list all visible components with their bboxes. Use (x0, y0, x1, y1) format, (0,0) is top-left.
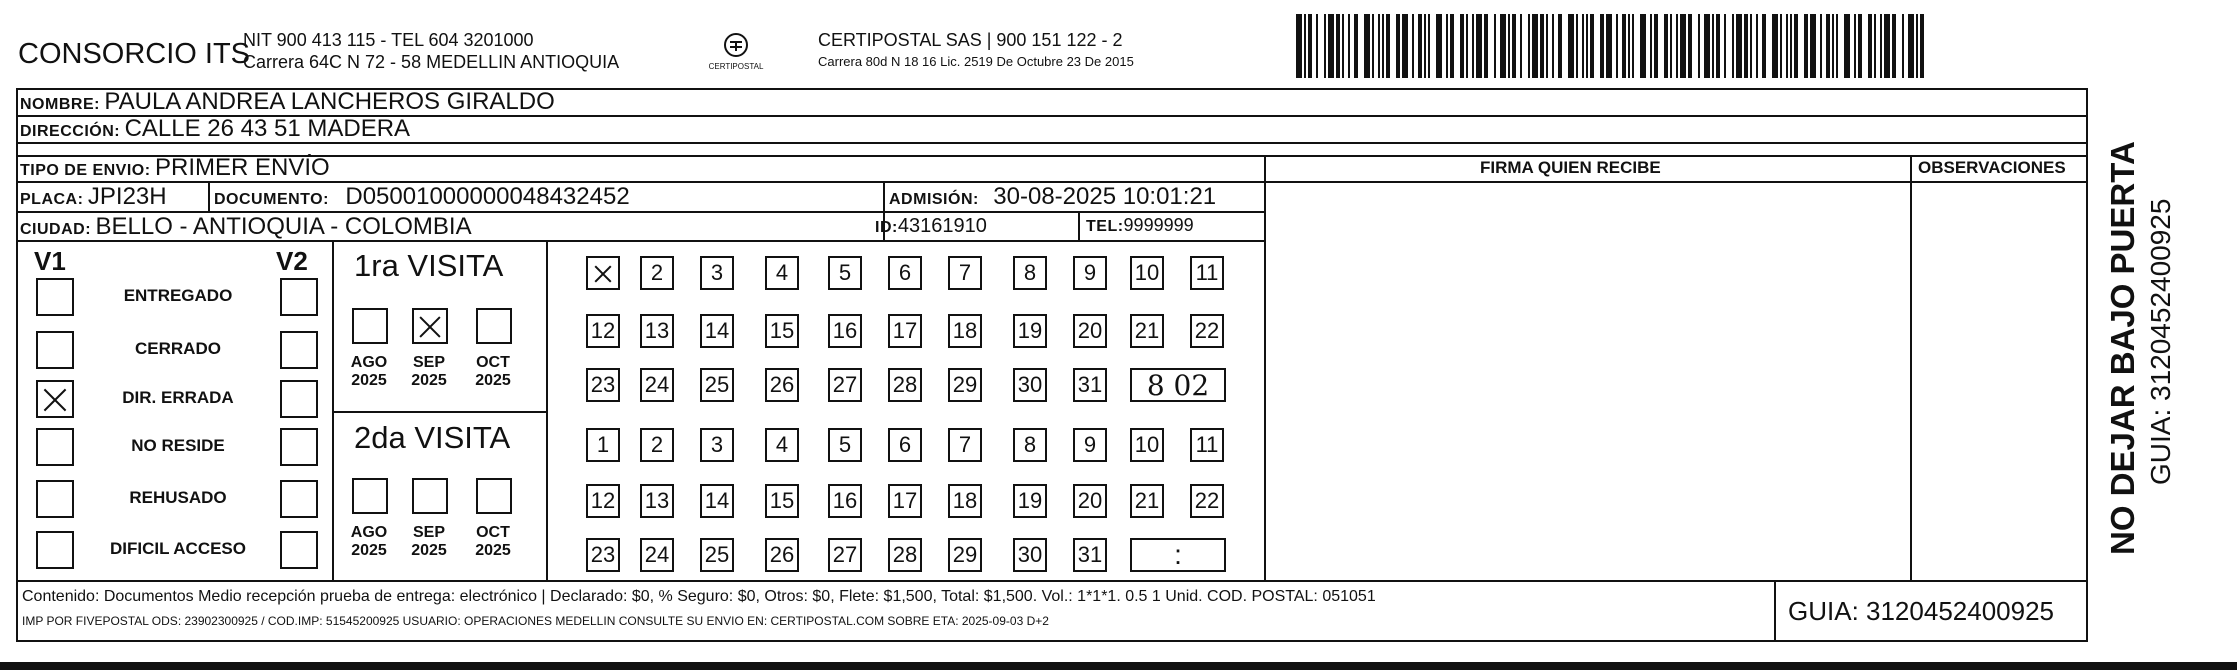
day-box[interactable]: 30 (1013, 538, 1047, 572)
tipo-value: PRIMER ENVÍO (155, 154, 330, 181)
month-label (402, 524, 456, 560)
day-box[interactable]: 10 (1130, 428, 1164, 462)
barcode-bar (1712, 14, 1714, 78)
month-checkbox[interactable] (476, 308, 512, 344)
day-box[interactable]: 21 (1130, 314, 1164, 348)
admision-row (889, 183, 1216, 211)
day-box[interactable]: 2 (640, 256, 674, 290)
placa-row (20, 183, 167, 211)
day-box[interactable]: 4 (765, 256, 799, 290)
admision-value: 30-08-2025 10:01:21 (993, 183, 1217, 210)
day-box[interactable]: 14 (700, 314, 734, 348)
day-box[interactable]: 21 (1130, 484, 1164, 518)
v2-checkbox[interactable] (280, 531, 318, 569)
month-checkbox[interactable] (352, 308, 388, 344)
day-box[interactable]: 24 (640, 368, 674, 402)
barcode-bar (1902, 14, 1904, 78)
day-box[interactable]: 8 (1013, 256, 1047, 290)
barcode-bar (1378, 14, 1380, 78)
barcode-bar (1650, 14, 1652, 78)
month-label (466, 354, 520, 390)
day-box[interactable]: 24 (640, 538, 674, 572)
barcode-bar (1804, 14, 1808, 78)
status-option-label: REHUSADO (129, 488, 227, 507)
barcode-bar (1756, 14, 1758, 78)
day-box[interactable]: 31 (1073, 368, 1107, 402)
v2-checkbox[interactable] (280, 331, 318, 369)
barcode-bar (1820, 14, 1822, 78)
day-box[interactable]: 18 (948, 484, 982, 518)
barcode-bar (1632, 14, 1634, 78)
barcode-bar (1704, 14, 1710, 78)
day-box[interactable]: 6 (888, 256, 922, 290)
tel-label: TEL: (1086, 218, 1124, 235)
status-option-label: ENTREGADO (123, 286, 233, 305)
day-box[interactable]: 15 (765, 484, 799, 518)
day-box[interactable]: 5 (828, 256, 862, 290)
day-box[interactable]: 12 (586, 484, 620, 518)
barcode-bar (1844, 14, 1850, 78)
barcode-bar (1558, 14, 1562, 78)
barcode-bar (1436, 14, 1442, 78)
ciudad-value: BELLO - ANTIOQUIA - COLOMBIA (95, 213, 472, 240)
barcode-bar (1826, 14, 1830, 78)
barcode-bar (1832, 14, 1834, 78)
barcode-bar (1920, 14, 1924, 78)
day-box[interactable]: 11 (1190, 428, 1224, 462)
visit1-title: 1ra VISITA (354, 248, 504, 283)
v2-checkbox[interactable] (280, 380, 318, 418)
nombre-row (20, 88, 555, 116)
day-box[interactable]: 13 (640, 484, 674, 518)
month-name: AGO (350, 524, 388, 541)
barcode-bar (1342, 14, 1344, 78)
day-box[interactable]: 23 (586, 368, 620, 402)
month-year: 2025 (475, 372, 511, 389)
barcode-bar (1402, 14, 1408, 78)
day-box[interactable]: 7 (948, 256, 982, 290)
month-year: 2025 (351, 542, 387, 559)
time-box[interactable]: 8 02 (1130, 368, 1226, 402)
documento-row (214, 183, 630, 211)
barcode-bar (1382, 14, 1384, 78)
barcode-bar (1868, 14, 1872, 78)
barcode-bar (1336, 14, 1340, 78)
barcode-bar (1328, 14, 1334, 78)
v2-checkbox[interactable] (280, 278, 318, 316)
placa-value: JPI23H (87, 183, 167, 210)
barcode-bar (1568, 14, 1574, 78)
day-box[interactable]: 23 (586, 538, 620, 572)
barcode-bar (1576, 14, 1578, 78)
day-box[interactable]: 10 (1130, 256, 1164, 290)
day-box[interactable]: 19 (1013, 314, 1047, 348)
nombre-value: PAULA ANDREA LANCHEROS GIRALDO (104, 88, 555, 115)
direccion-row (20, 115, 410, 143)
barcode-bar (1744, 14, 1748, 78)
month-year: 2025 (411, 372, 447, 389)
day-box[interactable]: 26 (765, 368, 799, 402)
barcode-bar (1724, 14, 1726, 78)
day-box[interactable]: 13 (640, 314, 674, 348)
certipostal-address: Carrera 80d N 18 16 Lic. 2519 De Octubre 23 De 2015 (818, 54, 1134, 69)
barcode-bar (1874, 14, 1876, 78)
barcode-bar (1412, 14, 1414, 78)
month-name: OCT (476, 524, 510, 541)
day-box[interactable]: 7 (948, 428, 982, 462)
barcode-bar (1908, 14, 1914, 78)
time-box[interactable]: : (1130, 538, 1226, 572)
barcode-bar (1316, 14, 1318, 78)
barcode-bar (1508, 14, 1510, 78)
day-box[interactable]: 19 (1013, 484, 1047, 518)
barcode-bar (1750, 14, 1752, 78)
month-checkbox[interactable] (412, 308, 448, 344)
v1-label: V1 (34, 246, 66, 276)
barcode-bar (1494, 14, 1496, 78)
barcode-bar (1304, 14, 1306, 78)
day-box[interactable]: 22 (1190, 314, 1224, 348)
barcode-bar (1854, 14, 1856, 78)
v1-checkbox[interactable] (36, 278, 74, 316)
barcode-bar (1654, 14, 1658, 78)
barcode-bar (1428, 14, 1430, 78)
barcode-bar (1892, 14, 1896, 78)
footer-guia: GUIA: 3120452400925 (1788, 596, 2054, 626)
barcode-bar (1500, 14, 1506, 78)
nombre-label: NOMBRE: (20, 96, 100, 113)
status-option-label: CERRADO (135, 339, 221, 358)
barcode-bar (1676, 14, 1678, 78)
barcode-bar (1446, 14, 1448, 78)
barcode-bar (1810, 14, 1816, 78)
barcode-bar (1762, 14, 1766, 78)
admision-label: ADMISIÓN: (889, 191, 979, 208)
barcode-bar (1628, 14, 1630, 78)
barcode-bar (1616, 14, 1618, 78)
day-box[interactable]: 18 (948, 314, 982, 348)
barcode-bar (1472, 14, 1474, 78)
barcode-bar (1716, 14, 1720, 78)
month-checkbox[interactable] (412, 478, 448, 514)
bottom-band (0, 662, 2237, 670)
month-label (342, 524, 396, 560)
day-box[interactable]: 4 (765, 428, 799, 462)
barcode-bar (1484, 14, 1488, 78)
barcode (1296, 14, 1932, 78)
barcode-bar (1600, 14, 1604, 78)
month-name: SEP (412, 354, 445, 371)
day-box[interactable]: 8 (1013, 428, 1047, 462)
v1-checkbox[interactable] (36, 380, 74, 418)
barcode-bar (1424, 14, 1426, 78)
barcode-bar (1532, 14, 1538, 78)
tel-value: 9999999 (1123, 215, 1194, 235)
barcode-bar (1688, 14, 1692, 78)
day-box[interactable]: 27 (828, 538, 862, 572)
barcode-bar (1364, 14, 1370, 78)
barcode-bar (1680, 14, 1686, 78)
barcode-bar (1790, 14, 1792, 78)
company-name: CONSORCIO ITS (18, 38, 251, 70)
tipo-row (20, 154, 330, 182)
barcode-bar (1858, 14, 1862, 78)
tel-row (1086, 215, 1194, 236)
month-checkbox[interactable] (352, 478, 388, 514)
barcode-bar (1582, 14, 1584, 78)
barcode-bar (1670, 14, 1672, 78)
barcode-bar (1476, 14, 1482, 78)
tipo-label: TIPO DE ENVIO: (20, 162, 151, 179)
footer-imp: IMP POR FIVEPOSTAL ODS: 23902300925 / COD.IMP: 51545200925 USUARIO: OPERACIONES MEDELLIN CONSULTE SU ENVIO EN: CERTIPOSTAL.COM SOBRE ETA: 2025-09-03 D+2 (22, 614, 1049, 628)
v2-checkbox[interactable] (280, 428, 318, 466)
day-box[interactable]: 5 (828, 428, 862, 462)
day-box[interactable]: 20 (1073, 314, 1107, 348)
day-box[interactable]: 3 (700, 428, 734, 462)
day-box[interactable]: 30 (1013, 368, 1047, 402)
day-box[interactable]: 12 (586, 314, 620, 348)
day-box[interactable]: 6 (888, 428, 922, 462)
barcode-bar (1786, 14, 1788, 78)
barcode-bar (1622, 14, 1626, 78)
footer-contenido: Contenido: Documentos Medio recepción prueba de entrega: electrónico | Declarado: $0, % Seguro: $0, Otros: $0, Flete: $1,500, Total: $1,500. Vol.: 1*1*1. 0.5 1 Unid. COD. POSTAL: 051051 (22, 588, 1376, 605)
v1-checkbox[interactable] (36, 531, 74, 569)
status-option-label: DIR. ERRADA (122, 388, 234, 407)
day-box[interactable]: 9 (1073, 256, 1107, 290)
barcode-bar (1664, 14, 1668, 78)
month-name: AGO (350, 354, 388, 371)
barcode-bar (1450, 14, 1454, 78)
day-box[interactable]: 9 (1073, 428, 1107, 462)
barcode-bar (1396, 14, 1400, 78)
documento-label: DOCUMENTO: (214, 191, 329, 208)
month-year: 2025 (351, 372, 387, 389)
barcode-bar (1880, 14, 1882, 78)
id-row (875, 215, 987, 238)
logo-text: CERTIPOSTAL (708, 62, 764, 71)
id-value: 43161910 (897, 215, 987, 237)
barcode-bar (1512, 14, 1516, 78)
month-year: 2025 (411, 542, 447, 559)
day-box[interactable]: 14 (700, 484, 734, 518)
status-option-label: NO RESIDE (131, 436, 225, 455)
barcode-bar (1540, 14, 1544, 78)
ciudad-row (20, 213, 472, 241)
month-label (342, 354, 396, 390)
status-option-label: DIFICIL ACCESO (109, 539, 246, 558)
barcode-bar (1324, 14, 1326, 78)
day-box[interactable]: 27 (828, 368, 862, 402)
company-address: Carrera 64C N 72 - 58 MEDELLIN ANTIOQUIA (243, 52, 620, 72)
barcode-bar (1348, 14, 1350, 78)
day-box[interactable]: 26 (765, 538, 799, 572)
barcode-bar (1354, 14, 1358, 78)
direccion-value: CALLE 26 43 51 MADERA (124, 115, 411, 142)
no-dejar-warning: NO DEJAR BAJO PUERTA (2104, 141, 2141, 555)
barcode-bar (1386, 14, 1390, 78)
day-box[interactable]: 25 (700, 538, 734, 572)
visit2-title: 2da VISITA (354, 420, 511, 455)
month-checkbox[interactable] (476, 478, 512, 514)
barcode-bar (1546, 14, 1548, 78)
day-box[interactable]: 29 (948, 538, 982, 572)
month-year: 2025 (475, 542, 511, 559)
barcode-bar (1698, 14, 1700, 78)
day-box[interactable]: 16 (828, 314, 862, 348)
id-label: ID: (875, 219, 898, 236)
day-box[interactable]: 17 (888, 484, 922, 518)
observaciones-label: OBSERVACIONES (1918, 158, 2066, 177)
day-box[interactable]: 25 (700, 368, 734, 402)
day-box[interactable]: 20 (1073, 484, 1107, 518)
barcode-bar (1794, 14, 1798, 78)
day-box[interactable]: 28 (888, 368, 922, 402)
v2-label: V2 (276, 246, 308, 276)
barcode-bar (1528, 14, 1530, 78)
barcode-bar (1836, 14, 1838, 78)
day-box[interactable]: 15 (765, 314, 799, 348)
day-box[interactable]: 17 (888, 314, 922, 348)
day-box[interactable]: 28 (888, 538, 922, 572)
barcode-bar (1586, 14, 1588, 78)
documento-value: D05001000000048432452 (345, 183, 630, 210)
v2-checkbox[interactable] (280, 480, 318, 518)
barcode-bar (1466, 14, 1468, 78)
barcode-bar (1590, 14, 1594, 78)
day-box[interactable]: 1 (586, 428, 620, 462)
day-box[interactable] (586, 256, 620, 290)
ciudad-label: CIUDAD: (20, 221, 92, 238)
barcode-bar (1772, 14, 1778, 78)
firma-label: FIRMA QUIEN RECIBE (1480, 158, 1661, 177)
direccion-label: DIRECCIÓN: (20, 123, 121, 140)
barcode-bar (1780, 14, 1782, 78)
day-box[interactable]: 3 (700, 256, 734, 290)
barcode-bar (1372, 14, 1374, 78)
barcode-bar (1308, 14, 1312, 78)
month-label (402, 354, 456, 390)
barcode-bar (1296, 14, 1302, 78)
month-label (466, 524, 520, 560)
side-guia: GUIA: 3120452400925 (2145, 198, 2176, 485)
barcode-bar (1884, 14, 1890, 78)
day-box[interactable]: 22 (1190, 484, 1224, 518)
day-box[interactable]: 29 (948, 368, 982, 402)
v1-checkbox[interactable] (36, 480, 74, 518)
v1-checkbox[interactable] (36, 331, 74, 369)
barcode-bar (1418, 14, 1422, 78)
certipostal-title: CERTIPOSTAL SAS | 900 151 122 - 2 (818, 30, 1123, 50)
barcode-bar (1640, 14, 1646, 78)
barcode-bar (1460, 14, 1464, 78)
barcode-bar (1606, 14, 1612, 78)
barcode-bar (1732, 14, 1734, 78)
day-box[interactable]: 16 (828, 484, 862, 518)
company-nit: NIT 900 413 115 - TEL 604 3201000 (243, 30, 534, 50)
v1-checkbox[interactable] (36, 428, 74, 466)
barcode-bar (1520, 14, 1522, 78)
barcode-bar (1916, 14, 1918, 78)
day-box[interactable]: 2 (640, 428, 674, 462)
month-name: SEP (412, 524, 445, 541)
barcode-bar (1552, 14, 1554, 78)
placa-label: PLACA: (20, 191, 84, 208)
month-name: OCT (476, 354, 510, 371)
barcode-bar (1736, 14, 1742, 78)
day-box[interactable]: 31 (1073, 538, 1107, 572)
certipostal-logo (708, 30, 764, 76)
day-box[interactable]: 11 (1190, 256, 1224, 290)
